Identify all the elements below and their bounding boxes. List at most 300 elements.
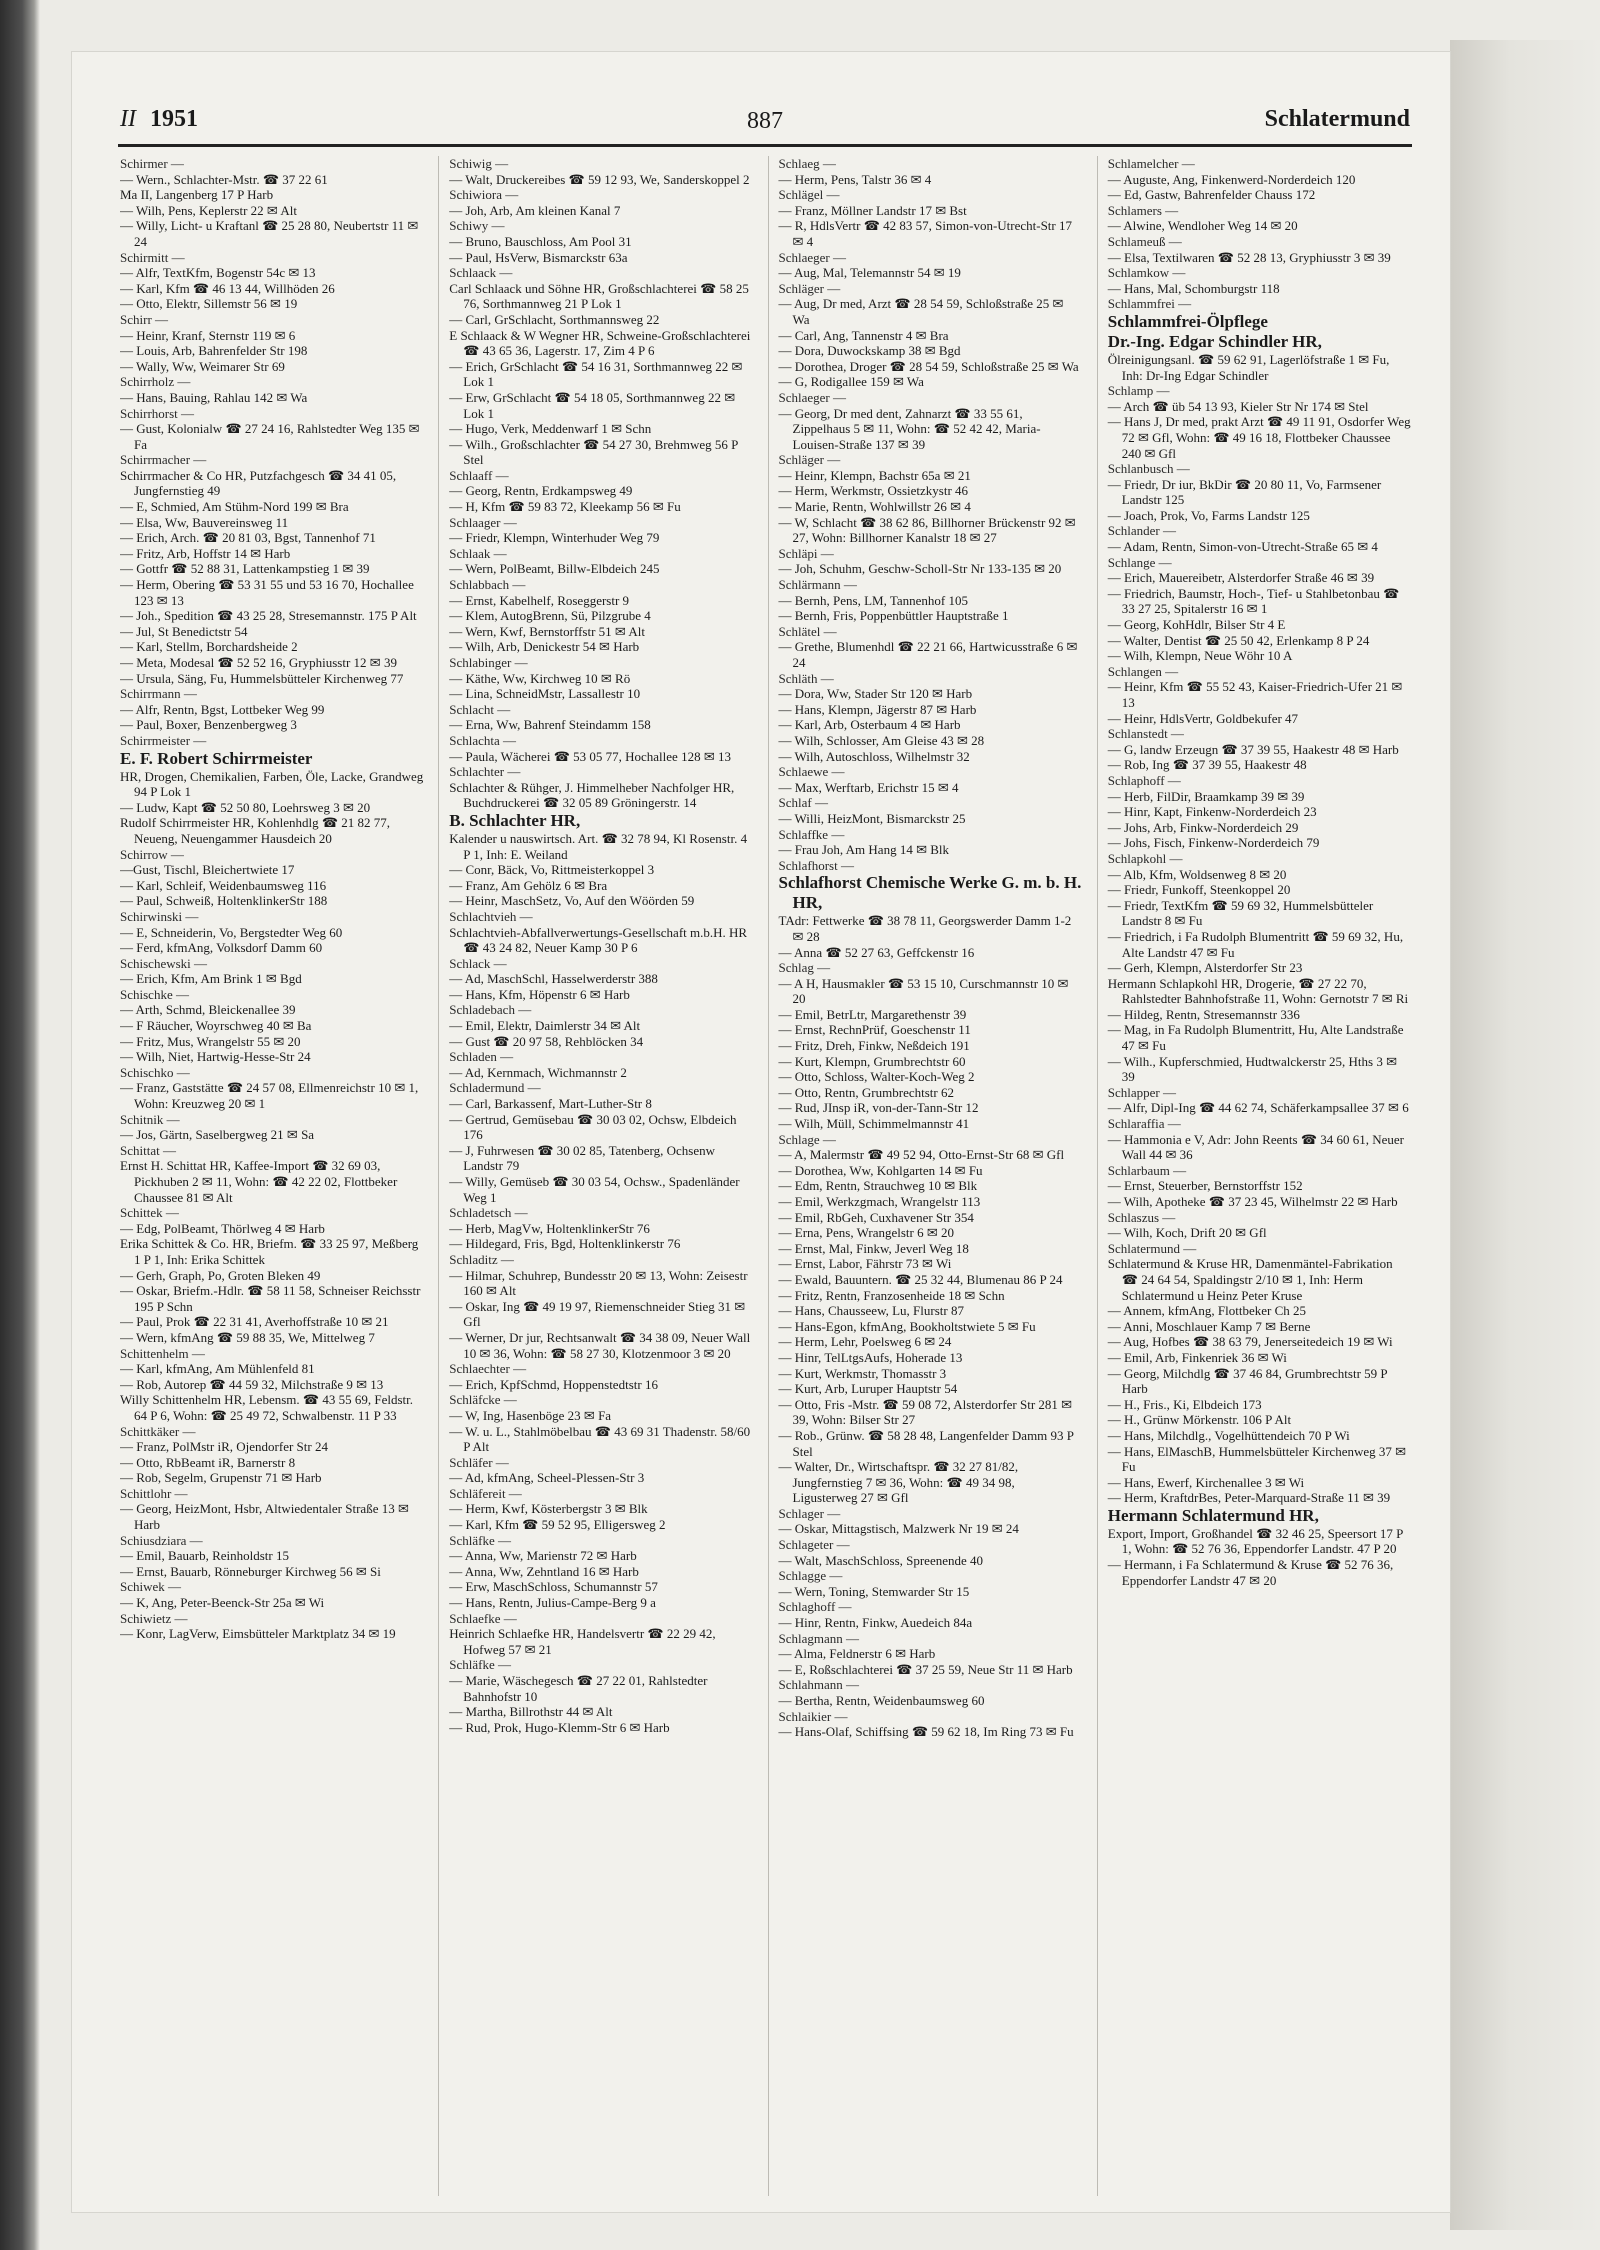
- directory-entry: — Herb, MagVw, HoltenklinkerStr 76: [449, 1220, 650, 1236]
- directory-entry: — Fritz, Mus, Wrangelstr 55 ✉ 20: [120, 1033, 301, 1049]
- directory-entry: Ölreinigungsanl. ☎ 59 62 91, Lagerlöfstraße 1 ✉ Fu, Inh: Dr-Ing Edgar Schindler: [1107, 351, 1390, 383]
- directory-entry: — Mag, in Fa Rudolph Blumentritt, Hu, Alte Landstraße 47 ✉ Fu: [1107, 1022, 1404, 1054]
- surname-heading: Schlaewe —: [778, 764, 845, 780]
- directory-entry: — Friedr, TextKfm ☎ 59 69 32, Hummelsbütteler Landstr 8 ✉ Fu: [1107, 897, 1374, 929]
- surname-heading: Schlachta —: [449, 732, 517, 748]
- directory-entry: — Paul, HsVerw, Bismarckstr 63a: [449, 249, 628, 265]
- column-1: [120, 156, 424, 2196]
- directory-entry: — Hinr, Rentn, Finkw, Auedeich 84a: [778, 1615, 973, 1631]
- directory-entry: — Ernst, Bauarb, Rönneburger Kirchweg 56 ✉ Si: [120, 1563, 381, 1579]
- directory-entry: Schlatermund & Kruse HR, Damenmäntel-Fabrikation ☎ 24 64 54, Spaldingstr 2/10 ✉ 1, Inh: Herm Schlatermund u Heinz Peter Kruse: [1107, 1256, 1393, 1303]
- directory-entry: — Rud, Prok, Hugo-Klemm-Str 6 ✉ Harb: [449, 1719, 670, 1735]
- directory-entry: — Wilh, Pens, Keplerstr 22 ✉ Alt: [120, 202, 297, 218]
- directory-entry: — Erna, Ww, Bahrenf Steindamm 158: [449, 717, 651, 733]
- directory-entry: — Konr, LagVerw, Eimsbütteler Marktplatz 34 ✉ 19: [120, 1626, 396, 1642]
- directory-entry: — Edm, Rentn, Strauchweg 10 ✉ Blk: [778, 1178, 978, 1194]
- directory-page: [72, 52, 1450, 2212]
- directory-entry: — E, Schmied, Am Stühm-Nord 199 ✉ Bra: [120, 499, 349, 515]
- directory-entry: Heinrich Schlaefke HR, Handelsvertr ☎ 22 29 42, Hofweg 57 ✉ 21: [449, 1626, 716, 1657]
- directory-entry: — Dora, Duwockskamp 38 ✉ Bgd: [778, 343, 961, 359]
- directory-entry: — Elsa, Textilwaren ☎ 52 28 13, Gryphiusstr 3 ✉ 39: [1107, 249, 1391, 265]
- directory-entry: — Georg, Dr med dent, Zahnarzt ☎ 33 55 61, Zippelhaus 5 ✉ 11, Wohn: ☎ 52 42 42, Maria-Louisen-Straße 137 ✉ 39: [778, 405, 1041, 452]
- directory-entry: — Lina, SchneidMstr, Lassallestr 10: [449, 686, 641, 702]
- surname-heading: Schlanbusch —: [1107, 461, 1190, 477]
- directory-entry: — Erich, Kfm, Am Brink 1 ✉ Bgd: [120, 971, 302, 987]
- directory-entry: Export, Import, Großhandel ☎ 32 46 25, Speersort 17 P 1, Wohn: ☎ 52 76 36, Eppendorfer Landstr. 47 P 20: [1107, 1525, 1403, 1557]
- directory-entry: — Erich, Mauereibetr, Alsterdorfer Straße 46 ✉ 39: [1107, 570, 1375, 586]
- directory-entry: Willy Schittenhelm HR, Lebensm. ☎ 43 55 69, Feldstr. 64 P 6, Wohn: ☎ 25 49 72, Schwalbenstr. 11 P 33: [120, 1392, 413, 1423]
- directory-entry: — Karl, Arb, Osterbaum 4 ✉ Harb: [778, 717, 961, 733]
- directory-entry: — G, Rodigallee 159 ✉ Wa: [778, 374, 924, 390]
- surname-heading: Schladebach —: [449, 1002, 532, 1018]
- directory-entry: Schlachter & Rühger, J. Himmelheber Nachfolger HR, Buchdruckerei ☎ 32 05 89 Gröningerstr. 14: [449, 779, 735, 811]
- directory-entry: Ma II, Langenberg 17 P Harb: [120, 187, 274, 203]
- directory-entry: — Georg, HeizMont, Hsbr, Altwiedentaler Straße 13 ✉ Harb: [120, 1501, 409, 1533]
- directory-entry: — Rob., Grünw. ☎ 58 28 48, Langenfelder Damm 93 P Stel: [778, 1427, 1074, 1459]
- directory-entry: — Kurt, Arb, Luruper Hauptstr 54: [778, 1381, 958, 1397]
- surname-heading: Schladetsch —: [449, 1205, 528, 1221]
- directory-entry: — Ursula, Säng, Fu, Hummelsbütteler Kirchenweg 77: [120, 670, 404, 686]
- surname-heading: Schlamp —: [1107, 383, 1170, 399]
- surname-heading: Schlageter —: [778, 1537, 850, 1553]
- directory-entry: — Wern, PolBeamt, Billw-Elbdeich 245: [449, 561, 660, 577]
- directory-entry: — Otto, Rentn, Grumbrechtstr 62: [778, 1084, 954, 1100]
- column-2: [438, 156, 753, 2196]
- directory-entry: Rudolf Schirrmeister HR, Kohlenhdlg ☎ 21 82 77, Neueng, Neuengammer Hausdeich 20: [120, 815, 391, 846]
- directory-entry: — Paula, Wächerei ☎ 53 05 77, Hochallee 128 ✉ 13: [449, 748, 731, 764]
- surname-heading: Schlafhorst —: [778, 857, 854, 873]
- directory-entry: — Rob, Ing ☎ 37 39 55, Haakestr 48: [1107, 757, 1307, 773]
- directory-entry: — Gerh, Graph, Po, Groten Bleken 49: [120, 1267, 321, 1283]
- directory-entry: — Wilh., Großschlachter ☎ 54 27 30, Brehmweg 56 P Stel: [449, 436, 738, 468]
- directory-entry: — Walter, Dr., Wirtschaftspr. ☎ 32 27 81/82, Jungfernstieg 7 ✉ 36, Wohn: ☎ 49 34 98, Ligusterweg 27 ✉ Gfl: [778, 1459, 1019, 1506]
- directory-entry: — Kurt, Klempn, Grumbrechtstr 60: [778, 1053, 966, 1069]
- directory-entry: — Karl, Kfm ☎ 59 52 95, Elligersweg 2: [449, 1517, 666, 1533]
- surname-heading: Schlagmann —: [778, 1630, 860, 1646]
- surname-heading: Schlapkohl —: [1107, 850, 1183, 866]
- directory-entry: Schirrmacher & Co HR, Putzfachgesch ☎ 34 41 05, Jungfernstieg 49: [120, 467, 397, 499]
- volume-label: II: [120, 106, 136, 132]
- directory-entry: TAdr: Fettwerke ☎ 38 78 11, Georgswerder Damm 1-2 ✉ 28: [778, 913, 1072, 944]
- surname-heading: Schirwinski —: [120, 908, 199, 924]
- directory-entry: B. Schlachter HR,: [449, 810, 581, 830]
- directory-entry: — Bruno, Bauschloss, Am Pool 31: [449, 233, 632, 249]
- directory-entry: — Emil, Elektr, Daimlerstr 34 ✉ Alt: [449, 1018, 641, 1034]
- directory-entry: — Erw, GrSchlacht ☎ 54 18 05, Sorthmannweg 22 ✉ Lok 1: [449, 389, 736, 421]
- directory-entry: — Franz, Möllner Landstr 17 ✉ Bst: [778, 202, 967, 218]
- surname-heading: Schirrhorst —: [120, 405, 195, 421]
- surname-heading: Schlaaff —: [449, 467, 509, 483]
- directory-entry: — Friedrich, Baumstr, Hoch-, Tief- u Stahlbetonbau ☎ 33 27 25, Spitalerstr 16 ✉ 1: [1107, 585, 1400, 617]
- directory-entry: — Karl, Schleif, Weidenbaumsweg 116: [120, 877, 327, 893]
- directory-entry: — Annem, kfmAng, Flottbeker Ch 25: [1107, 1303, 1306, 1319]
- directory-entry: — Ludw, Kapt ☎ 52 50 80, Loehrsweg 3 ✉ 20: [120, 799, 371, 815]
- surname-heading: Schirrholz —: [120, 374, 191, 390]
- surname-heading: Schirmer —: [120, 156, 184, 171]
- surname-heading: Schirrmeister —: [120, 732, 207, 748]
- directory-entry: — Hans, Bauing, Rahlau 142 ✉ Wa: [120, 389, 308, 405]
- directory-entry: — Heinr, Kfm ☎ 55 52 43, Kaiser-Friedrich-Ufer 21 ✉ 13: [1107, 679, 1403, 710]
- directory-entry: — A H, Hausmakler ☎ 53 15 10, Curschmannstr 10 ✉ 20: [778, 975, 1069, 1007]
- surname-heading: Schlachtvieh —: [449, 908, 533, 924]
- directory-entry: — Friedrich, i Fa Rudolph Blumentritt ☎ 59 69 32, Hu, Alte Landstr 47 ✉ Fu: [1107, 928, 1404, 960]
- directory-entry: — Carl, GrSchlacht, Sorthmannsweg 22: [449, 311, 660, 327]
- surname-heading: Schlägel —: [778, 187, 840, 203]
- directory-entry: — Grethe, Blumenhdl ☎ 22 21 66, Hartwicusstraße 6 ✉ 24: [778, 639, 1078, 670]
- directory-entry: — Erich, KpfSchmd, Hoppenstedtstr 16: [449, 1376, 658, 1392]
- surname-heading: Schlabbach —: [449, 577, 526, 593]
- surname-heading: Schlaghoff —: [778, 1599, 852, 1615]
- directory-entry: — Gust, Kolonialw ☎ 27 24 16, Rahlstedter Weg 135 ✉ Fa: [120, 421, 420, 452]
- directory-entry: — Wern, kfmAng ☎ 59 88 35, We, Mittelweg 7: [120, 1329, 375, 1345]
- directory-entry: — Ernst, Mal, Finkw, Jeverl Weg 18: [778, 1240, 969, 1256]
- directory-entry: — Hans, Mal, Schomburgstr 118: [1107, 280, 1280, 296]
- directory-entry: — Herb, FilDir, Braamkamp 39 ✉ 39: [1107, 788, 1305, 804]
- directory-entry: — Heinr, HdlsVertr, Goldbekufer 47: [1107, 710, 1299, 726]
- directory-entry: — Klem, AutogBrenn, Sü, Pilzgrube 4: [449, 608, 651, 624]
- directory-entry: — Hans, Rentn, Julius-Campe-Berg 9 a: [449, 1595, 656, 1611]
- directory-entry: — Edg, PolBeamt, Thörlweg 4 ✉ Harb: [120, 1220, 325, 1236]
- surname-heading: Schirmitt —: [120, 249, 185, 265]
- directory-entry: — W, Schlacht ☎ 38 62 86, Billhorner Brückenstr 92 ✉ 27, Wohn: Billhorner Kanalstr 18 ✉ 27: [778, 514, 1076, 546]
- directory-entry: — Adam, Rentn, Simon-von-Utrecht-Straße 65 ✉ 4: [1107, 539, 1378, 555]
- directory-entry: — Alb, Kfm, Woldsenweg 8 ✉ 20: [1107, 866, 1287, 882]
- directory-entry: — W. u. L., Stahlmöbelbau ☎ 43 69 31 Thadenstr. 58/60 P Alt: [449, 1423, 751, 1455]
- directory-entry: — G, landw Erzeugn ☎ 37 39 55, Haakestr 48 ✉ Harb: [1107, 741, 1399, 757]
- directory-entry: — R, HdlsVertr ☎ 42 83 57, Simon-von-Utrecht-Str 17 ✉ 4: [778, 218, 1073, 249]
- directory-entry: — Friedr, Klempn, Winterhuder Weg 79: [449, 530, 660, 546]
- directory-entry: — Hans, Milchdlg., Vogelhüttendeich 70 P Wi: [1107, 1427, 1350, 1443]
- surname-heading: Schlammfrei —: [1107, 296, 1192, 312]
- directory-entry: — Wilh, Apotheke ☎ 37 23 45, Wilhelmstr 22 ✉ Harb: [1107, 1194, 1398, 1209]
- directory-entry: — Gerh, Klempn, Alsterdorfer Str 23: [1107, 960, 1303, 976]
- directory-entry: — Friedr, Funkoff, Steenkoppel 20: [1107, 882, 1291, 898]
- directory-entry: — Paul, Boxer, Benzenbergweg 3: [120, 717, 297, 733]
- directory-entry: — Kurt, Werkmstr, Thomasstr 3: [778, 1365, 947, 1381]
- directory-entry: — Rob, Segelm, Grupenstr 71 ✉ Harb: [120, 1470, 322, 1486]
- directory-entry: — Max, Werftarb, Erichstr 15 ✉ 4: [778, 779, 959, 795]
- directory-entry: — Wilh, Niet, Hartwig-Hesse-Str 24: [120, 1049, 311, 1065]
- directory-entry: — Erna, Pens, Wrangelstr 6 ✉ 20: [778, 1225, 954, 1241]
- surname-heading: Schläger —: [778, 452, 841, 468]
- directory-entry: — Erich, GrSchlacht ☎ 54 16 31, Sorthmannweg 22 ✉ Lok 1: [449, 358, 743, 390]
- directory-entry: — Bernh, Fris, Poppenbüttler Hauptstraße 1: [778, 608, 1009, 624]
- directory-entry: — Erich, Arch. ☎ 20 81 03, Bgst, Tannenhof 71: [120, 530, 376, 546]
- surname-heading: Schirr —: [120, 311, 169, 327]
- surname-heading: Schiusdziara —: [120, 1532, 203, 1548]
- directory-entry: HR, Drogen, Chemikalien, Farben, Öle, Lacke, Grandweg 94 P Lok 1: [120, 768, 424, 800]
- directory-entry: — Arth, Schmd, Bleickenallee 39: [120, 1002, 296, 1018]
- surname-heading: Schlachter —: [449, 764, 521, 780]
- directory-entry: — Alfr, Rentn, Bgst, Lottbeker Weg 99: [120, 701, 325, 717]
- directory-entry: — Ad, Kernmach, Wichmannstr 2: [449, 1064, 627, 1080]
- surname-heading: Schirrmacher —: [120, 452, 207, 468]
- surname-heading: Schlaeg —: [778, 156, 836, 171]
- directory-entry: — Dorothea, Droger ☎ 28 54 59, Schloßstraße 25 ✉ Wa: [778, 358, 1079, 374]
- surname-heading: Schlaikier —: [778, 1708, 848, 1724]
- directory-entry: — Wilh, Schlosser, Am Gleise 43 ✉ 28: [778, 732, 985, 748]
- directory-entry: E Schlaack & W Wegner HR, Schweine-Großschlachterei ☎ 43 65 36, Lagerstr. 17, Zim 4 P 6: [449, 327, 751, 359]
- surname-heading: Schlaechter —: [449, 1361, 527, 1377]
- directory-entry: — Wilh, Autoschloss, Wilhelmstr 32: [778, 748, 970, 764]
- directory-entry: — Herm, Lehr, Poelsweg 6 ✉ 24: [778, 1334, 952, 1350]
- surname-heading: Schlahmann —: [778, 1677, 860, 1693]
- directory-entry: — Wern, Kwf, Bernstorffstr 51 ✉ Alt: [449, 623, 645, 639]
- surname-heading: Schlabinger —: [449, 655, 528, 670]
- directory-entry: — Joach, Prok, Vo, Farms Landstr 125: [1107, 507, 1310, 523]
- directory-entry: — Oskar, Briefm.-Hdlr. ☎ 58 11 58, Schneiser Reichsstr 195 P Schn: [120, 1283, 421, 1314]
- directory-entry: — Joh, Schuhm, Geschw-Scholl-Str Nr 133-135 ✉ 20: [778, 561, 1062, 577]
- directory-entry: — Walt, Druckereibes ☎ 59 12 93, We, Sanderskoppel 2: [449, 171, 750, 187]
- surname-heading: Schlaager —: [449, 514, 517, 530]
- directory-entry: — Jul, St Benedictstr 54: [120, 623, 248, 639]
- directory-entry: — Wern., Schlachter-Mstr. ☎ 37 22 61: [120, 171, 328, 187]
- directory-entry: — Herm, Pens, Talstr 36 ✉ 4: [778, 171, 932, 187]
- page-stack-edge: [1450, 40, 1600, 2230]
- directory-entry: — Bernh, Pens, LM, Tannenhof 105: [778, 592, 968, 608]
- directory-entry: — Carl, Ang, Tannenstr 4 ✉ Bra: [778, 327, 949, 343]
- surname-heading: Schischko —: [120, 1064, 190, 1080]
- book-binding-edge: [0, 0, 40, 2250]
- directory-entry: — Emil, Arb, Finkenriek 36 ✉ Wi: [1107, 1349, 1287, 1365]
- directory-entry: — F Räucher, Woyrschweg 40 ✉ Ba: [120, 1018, 312, 1034]
- directory-entry: — Herm, Obering ☎ 53 31 55 und 53 16 70, Hochallee 123 ✉ 13: [120, 577, 414, 608]
- directory-entry: — Alwine, Wendloher Weg 14 ✉ 20: [1107, 218, 1298, 234]
- directory-entry: — Friedr, Dr iur, BkDir ☎ 20 80 11, Vo, Farmsener Landstr 125: [1107, 476, 1382, 508]
- directory-entry: — E, Roßschlachterei ☎ 37 25 59, Neue Str 11 ✉ Harb: [778, 1661, 1073, 1677]
- surname-heading: Schlätel —: [778, 623, 837, 639]
- directory-entry: — Emil, RbGeh, Cuxhavener Str 354: [778, 1209, 974, 1225]
- directory-entry: — Rud, JInsp iR, von-der-Tann-Str 12: [778, 1100, 979, 1116]
- surname-heading: Schlaefke —: [449, 1610, 517, 1626]
- surname-heading: Schlag —: [778, 960, 831, 976]
- directory-entry: — Hinr, TelLtgsAufs, Hoherade 13: [778, 1349, 963, 1365]
- directory-entry: Hermann Schlatermund HR,: [1107, 1505, 1319, 1525]
- directory-entry: — Wern, Toning, Stemwarder Str 15: [778, 1583, 970, 1599]
- surname-heading: Schittat —: [120, 1142, 176, 1158]
- directory-entry: — Karl, kfmAng, Am Mühlenfeld 81: [120, 1361, 315, 1377]
- directory-entry: — Hinr, Kapt, Finkenw-Norderdeich 23: [1107, 804, 1317, 820]
- surname-heading: Schlapper —: [1107, 1084, 1176, 1100]
- directory-entry: — Georg, KohHdlr, Bilser Str 4 E: [1107, 617, 1286, 633]
- directory-entry: — Otto, RbBeamt iR, Barnerstr 8: [120, 1454, 296, 1470]
- directory-entry: — Johs, Fisch, Finkenw-Norderdeich 79: [1107, 835, 1320, 851]
- surname-heading: Schlaraffia —: [1107, 1116, 1181, 1132]
- surname-heading: Schischewski —: [120, 955, 208, 971]
- surname-heading: Schlager —: [778, 1505, 841, 1521]
- directory-entry: — Franz, Am Gehölz 6 ✉ Bra: [449, 877, 608, 893]
- column-4: [1097, 156, 1412, 2196]
- surname-heading: Schlamkow —: [1107, 265, 1186, 281]
- surname-heading: Schladitz —: [449, 1251, 514, 1267]
- directory-entry: — Ad, kfmAng, Scheel-Plessen-Str 3: [449, 1470, 645, 1486]
- surname-heading: Schlamelcher —: [1107, 156, 1195, 171]
- surname-heading: Schiwietz —: [120, 1610, 188, 1626]
- surname-heading: Schischke —: [120, 986, 189, 1002]
- directory-entry: — Franz, Gaststätte ☎ 24 57 08, Ellmenreichstr 10 ✉ 1, Wohn: Kreuzweg 20 ✉ 1: [120, 1080, 419, 1112]
- directory-entry: — Herm, KraftdrBes, Peter-Marquard-Straße 11 ✉ 39: [1107, 1490, 1391, 1506]
- directory-entry: — Hans, Ewerf, Kirchenallee 3 ✉ Wi: [1107, 1474, 1305, 1490]
- directory-entry: — Dorothea, Ww, Kohlgarten 14 ✉ Fu: [778, 1162, 983, 1178]
- surname-heading: Schlage —: [778, 1131, 836, 1147]
- directory-entry: Hermann Schlapkohl HR, Drogerie, ☎ 27 22 70, Rahlstedter Bahnhofstraße 11, Wohn: Gernotstr 7 ✉ Ri: [1107, 975, 1409, 1007]
- directory-entry: — Gottfr ☎ 52 88 31, Lattenkampstieg 1 ✉ 39: [120, 561, 370, 577]
- surname-heading: Schiwek —: [120, 1579, 182, 1595]
- directory-entry: — Oskar, Mittagstisch, Malzwerk Nr 19 ✉ 24: [778, 1521, 1019, 1537]
- directory-entry: — Hammonia e V, Adr: John Reents ☎ 34 60 61, Neuer Wall 44 ✉ 36: [1107, 1131, 1405, 1163]
- directory-entry: Kalender u nauswirtsch. Art. ☎ 32 78 94, Kl Rosenstr. 4 P 1, Inh: E. Weiland: [449, 830, 748, 862]
- surname-heading: Schlaszus —: [1107, 1209, 1176, 1225]
- directory-entry: — Dora, Ww, Stader Str 120 ✉ Harb: [778, 686, 973, 702]
- directory-entry: — Hans, Chausseew, Lu, Flurstr 87: [778, 1303, 964, 1319]
- directory-entry: — Bertha, Rentn, Weidenbaumsweg 60: [778, 1693, 985, 1708]
- directory-entry: — Karl, Kfm ☎ 46 13 44, Willhöden 26: [120, 280, 335, 296]
- directory-entry: — Heinr, Klempn, Bachstr 65a ✉ 21: [778, 467, 971, 483]
- directory-entry: — Wilh, Klempn, Neue Wöhr 10 A: [1107, 648, 1293, 664]
- directory-entry: — Joh., Spedition ☎ 43 25 28, Stresemannstr. 175 P Alt: [120, 608, 417, 624]
- directory-entry: — Anni, Moschlauer Kamp 7 ✉ Berne: [1107, 1318, 1311, 1334]
- directory-entry: — Hans, Kfm, Höpenstr 6 ✉ Harb: [449, 986, 630, 1002]
- directory-entry: — Herm, Werkmstr, Ossietzkystr 46: [778, 483, 969, 499]
- directory-entry: — Aug, Dr med, Arzt ☎ 28 54 59, Schloßstraße 25 ✉ Wa: [778, 296, 1064, 327]
- directory-entry: — K, Ang, Peter-Beenck-Str 25a ✉ Wi: [120, 1595, 325, 1611]
- header-rule: [118, 144, 1412, 147]
- directory-entry: — Hans-Egon, kfmAng, Bookholtstwiete 5 ✉ Fu: [778, 1318, 1036, 1334]
- directory-entry: — Alfr, TextKfm, Bogenstr 54c ✉ 13: [120, 265, 316, 281]
- directory-entry: — Hans, Klempn, Jägerstr 87 ✉ Harb: [778, 701, 977, 717]
- directory-entry: — Hans, ElMaschB, Hummelsbütteler Kirchenweg 37 ✉ Fu: [1107, 1443, 1407, 1475]
- surname-heading: Schläfer —: [449, 1454, 509, 1470]
- directory-entry: — E, Schneiderin, Vo, Bergstedter Weg 60: [120, 924, 343, 940]
- directory-entry: — Walter, Dentist ☎ 25 50 42, Erlenkamp 8 P 24: [1107, 632, 1370, 648]
- surname-heading: Schlaf —: [778, 795, 828, 811]
- directory-entry: — Gertrud, Gemüsebau ☎ 30 03 02, Ochsw, Elbdeich 176: [449, 1111, 737, 1143]
- surname-heading: Schirrow —: [120, 846, 184, 862]
- directory-entry: E. F. Robert Schirrmeister: [120, 748, 313, 768]
- directory-entry: — Willy, Licht- u Kraftanl ☎ 25 28 80, Neubertstr 11 ✉ 24: [120, 218, 419, 249]
- directory-entry: — Ernst, Labor, Fährstr 73 ✉ Wi: [778, 1256, 952, 1272]
- directory-entry: — Wilh., Kupferschmied, Hudtwalckerstr 25, Hths 3 ✉ 39: [1107, 1053, 1397, 1085]
- directory-entry: — Willy, Gemüseb ☎ 30 03 54, Ochsw., Spadenländer Weg 1: [449, 1174, 740, 1205]
- directory-entry: — Marie, Rentn, Wohlwillstr 26 ✉ 4: [778, 499, 971, 515]
- directory-columns: [120, 156, 1412, 2196]
- directory-entry: — Karl, Stellm, Borchardsheide 2: [120, 639, 298, 655]
- directory-entry: Schlachtvieh-Abfallverwertungs-Gesellschaft m.b.H. HR ☎ 43 24 82, Neuer Kamp 30 P 6: [449, 924, 748, 956]
- directory-entry: — H., Fris., Ki, Elbdeich 173: [1107, 1396, 1262, 1412]
- directory-entry: —Gust, Tischl, Bleichertwiete 17: [120, 862, 295, 878]
- column-3: [768, 156, 1083, 2196]
- surname-heading: Schirrmann —: [120, 686, 197, 702]
- surname-heading: Schladen —: [449, 1049, 514, 1065]
- directory-entry: — Conr, Bäck, Vo, Rittmeisterkoppel 3: [449, 862, 655, 878]
- directory-entry: — W, Ing, Hasenböge 23 ✉ Fa: [449, 1407, 612, 1423]
- directory-entry: — Emil, Werkzgmach, Wrangelstr 113: [778, 1194, 981, 1209]
- directory-entry: — Marie, Wäschegesch ☎ 27 22 01, Rahlstedter Bahnhofstr 10: [449, 1673, 708, 1704]
- directory-entry: — Fritz, Dreh, Finkw, Neßdeich 191: [778, 1038, 970, 1054]
- directory-entry: Dr.-Ing. Edgar Schindler HR,: [1107, 331, 1322, 351]
- directory-entry: — Louis, Arb, Bahrenfelder Str 198: [120, 343, 308, 359]
- surname-heading: Schlander —: [1107, 523, 1176, 539]
- surname-heading: Schläpi —: [778, 545, 834, 561]
- directory-entry: — Rob, Autorep ☎ 44 59 32, Milchstraße 9 ✉ 13: [120, 1376, 384, 1392]
- directory-entry: — H., Grünw Mörkenstr. 106 P Alt: [1107, 1412, 1292, 1428]
- directory-entry: Schlammfrei-Ölpflege: [1107, 311, 1268, 331]
- directory-entry: — Wilh, Arb, Denickestr 54 ✉ Harb: [449, 639, 640, 655]
- directory-entry: — Herm, Kwf, Kösterbergstr 3 ✉ Blk: [449, 1501, 648, 1517]
- directory-entry: — Paul, Schweiß, HoltenklinkerStr 188: [120, 893, 328, 909]
- directory-entry: — Paul, Prok ☎ 22 31 41, Averhoffstraße 10 ✉ 21: [120, 1314, 389, 1330]
- directory-entry: — Jos, Gärtn, Saselbergweg 21 ✉ Sa: [120, 1127, 315, 1143]
- directory-entry: — Hilmar, Schuhrep, Bundesstr 20 ✉ 13, Wohn: Zeisestr 160 ✉ Alt: [449, 1267, 748, 1299]
- directory-entry: — Ernst, Kabelhelf, Roseggerstr 9: [449, 592, 630, 608]
- surname-heading: Schlameuß —: [1107, 233, 1182, 249]
- directory-entry: — Hans-Olaf, Schiffsing ☎ 59 62 18, Im Ring 73 ✉ Fu: [778, 1724, 1074, 1740]
- surname-heading: Schlangen —: [1107, 663, 1179, 679]
- directory-entry: — Carl, Barkassenf, Mart-Luther-Str 8: [449, 1096, 652, 1112]
- directory-entry: — Otto, Elektr, Sillemstr 56 ✉ 19: [120, 296, 298, 312]
- directory-entry: — Oskar, Ing ☎ 49 19 97, Riemenschneider Stieg 31 ✉ Gfl: [449, 1298, 746, 1330]
- surname-heading: Schlamers —: [1107, 202, 1179, 218]
- surname-heading: Schlärmann —: [778, 577, 857, 593]
- surname-heading: Schlaffke —: [778, 826, 845, 842]
- surname-heading: Schlagge —: [778, 1568, 843, 1584]
- surname-heading: Schitnik —: [120, 1111, 180, 1127]
- directory-entry: — Georg, Milchdlg ☎ 37 46 84, Grumbrechtstr 59 P Harb: [1107, 1365, 1388, 1397]
- directory-entry: — Joh, Arb, Am kleinen Kanal 7: [449, 202, 621, 218]
- directory-entry: — Otto, Schloss, Walter-Koch-Weg 2: [778, 1069, 975, 1085]
- surname-heading: Schlaeger —: [778, 389, 847, 405]
- directory-entry: — Aug, Hofbes ☎ 38 63 79, Jenerseitedeich 19 ✉ Wi: [1107, 1334, 1393, 1350]
- surname-heading: Schlack —: [449, 955, 507, 971]
- directory-entry: — Heinr, Kranf, Sternstr 119 ✉ 6: [120, 327, 296, 343]
- directory-entry: Erika Schittek & Co. HR, Briefm. ☎ 33 25 97, Meßberg 1 P 1, Inh: Erika Schittek: [120, 1236, 419, 1267]
- surname-heading: Schlacht —: [449, 701, 511, 717]
- directory-entry: — Emil, BetrLtr, Margarethenstr 39: [778, 1006, 967, 1022]
- directory-entry: — Ernst, RechnPrüf, Goeschenstr 11: [778, 1022, 971, 1038]
- directory-entry: — Alma, Feldnerstr 6 ✉ Harb: [778, 1646, 936, 1662]
- directory-entry: — Anna ☎ 52 27 63, Geffckenstr 16: [778, 944, 975, 960]
- directory-entry: Carl Schlaack und Söhne HR, Großschlachterei ☎ 58 25 76, Sorthmannweg 21 P Lok 1: [449, 280, 749, 312]
- directory-entry: — Franz, PolMstr iR, Ojendorfer Str 24: [120, 1439, 328, 1455]
- surname-heading: Schiwy —: [449, 218, 505, 234]
- surname-heading: Schläfcke —: [449, 1392, 517, 1408]
- directory-entry: — Hildeg, Rentn, Stresemannstr 336: [1107, 1006, 1300, 1022]
- directory-entry: — Hildegard, Fris, Bgd, Holtenklinkerstr 76: [449, 1236, 681, 1252]
- directory-entry: — Otto, Fris -Mstr. ☎ 59 08 72, Alsterdorfer Str 281 ✉ 39, Wohn: Bilser Str 27: [778, 1396, 1073, 1428]
- surname-heading: Schläfke —: [449, 1657, 511, 1673]
- directory-entry: — Ferd, kfmAng, Volksdorf Damm 60: [120, 940, 323, 956]
- page-header: [120, 106, 1410, 142]
- surname-heading: Schittlohr —: [120, 1485, 188, 1501]
- directory-entry: — Walt, MaschSchloss, Spreenende 40: [778, 1552, 984, 1568]
- directory-entry: — Anna, Ww, Zehntland 16 ✉ Harb: [449, 1563, 639, 1579]
- surname-heading: Schlatermund —: [1107, 1240, 1197, 1256]
- directory-entry: Schlafhorst Chemische Werke G. m. b. H. HR,: [778, 873, 1082, 913]
- directory-entry: — Meta, Modesal ☎ 52 52 16, Gryphiusstr 12 ✉ 39: [120, 655, 397, 670]
- running-head: Schlatermund: [1264, 106, 1410, 132]
- surname-heading: Schläth —: [778, 670, 834, 686]
- surname-heading: Schiwiora —: [449, 187, 519, 203]
- directory-entry: — Alfr, Dipl-Ing ☎ 44 62 74, Schäferkampsallee 37 ✉ 6: [1107, 1100, 1409, 1116]
- directory-entry: — Ewald, Bauuntern. ☎ 25 32 44, Blumenau 86 P 24: [778, 1271, 1063, 1287]
- directory-entry: — Georg, Rentn, Erdkampsweg 49: [449, 483, 633, 499]
- directory-entry: — Willi, HeizMont, Bismarckstr 25: [778, 810, 966, 826]
- directory-entry: — J, Fuhrwesen ☎ 30 02 85, Tatenberg, Ochsenw Landstr 79: [449, 1142, 715, 1174]
- directory-entry: — Werner, Dr jur, Rechtsanwalt ☎ 34 38 09, Neuer Wall 10 ✉ 36, Wohn: ☎ 58 27 30, Klotzenmoor 3 ✉ 20: [449, 1329, 751, 1361]
- directory-entry: — Hans J, Dr med, prakt Arzt ☎ 49 11 91, Osdorfer Weg 72 ✉ Gfl, Wohn: ☎ 49 16 18, Flottbeker Chaussee 240 ✉ Gfl: [1107, 414, 1411, 461]
- directory-entry: — Fritz, Arb, Hoffstr 14 ✉ Harb: [120, 545, 291, 561]
- directory-entry: — Martha, Billrothstr 44 ✉ Alt: [449, 1704, 613, 1720]
